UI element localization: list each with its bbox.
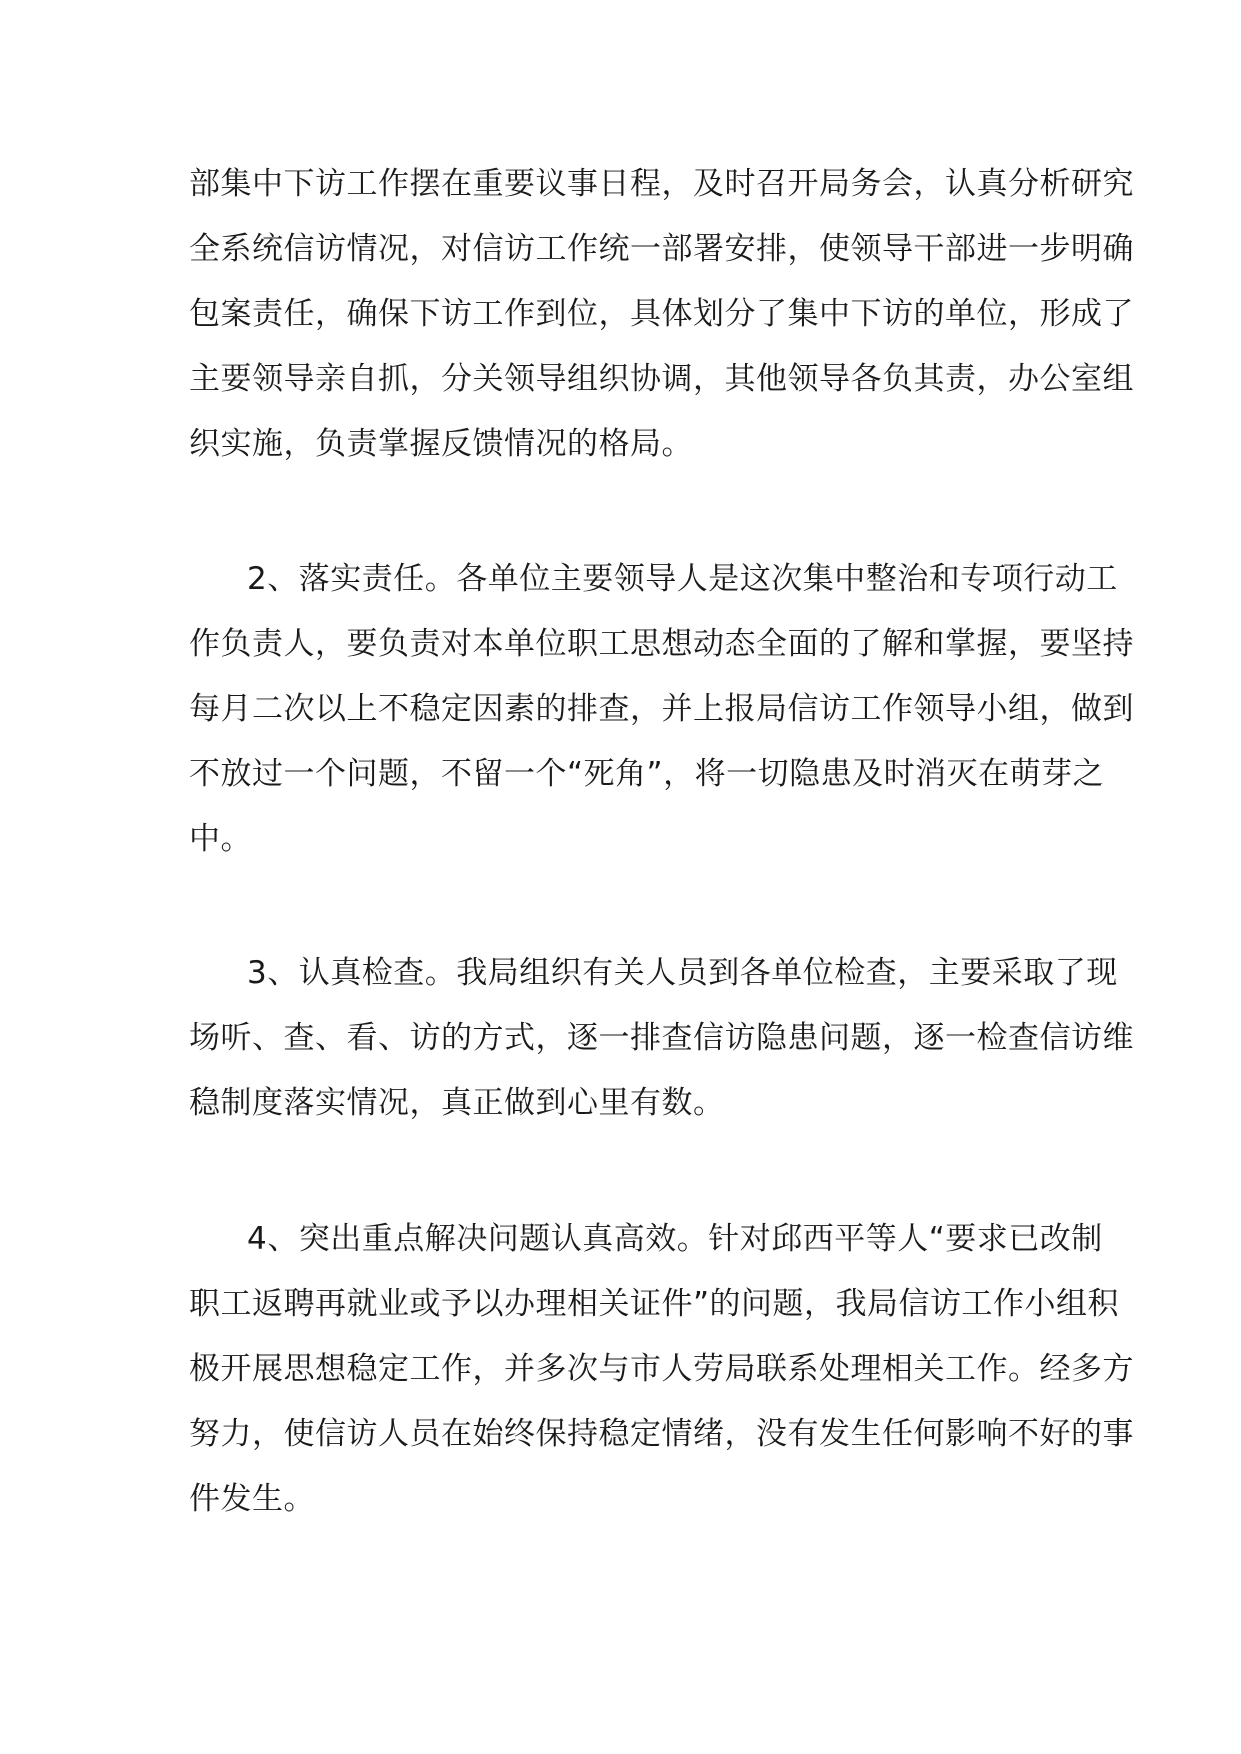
text-line: 部集中下访工作摆在重要议事日程，及时召开局务会，认真分析研究: [189, 166, 1134, 202]
text-line: 努力，使信访人员在始终保持稳定情绪，没有发生任何影响不好的事: [189, 1416, 1134, 1452]
paragraph-3: [189, 941, 1134, 1136]
text-line: 场听、查、看、访的方式，逐一排查信访隐患问题，逐一检查信访维: [189, 1020, 1134, 1056]
text-line: 包案责任，确保下访工作到位，具体划分了集中下访的单位，形成了: [189, 296, 1134, 332]
text-line: 主要领导亲自抓，分关领导组织协调，其他领导各负其责，办公室组: [189, 361, 1134, 397]
paragraph-2: [189, 547, 1134, 872]
text-line: 全系统信访情况，对信访工作统一部署安排，使领导干部进一步明确: [189, 231, 1134, 267]
text-line: 织实施，负责掌握反馈情况的格局。: [189, 426, 693, 462]
text-line: 每月二次以上不稳定因素的排查，并上报局信访工作领导小组，做到: [189, 691, 1134, 727]
text-line: 件发生。: [189, 1481, 315, 1517]
text-line: 2、落实责任。各单位主要领导人是这次集中整治和专项行动工: [247, 561, 1118, 597]
text-line: 4、突出重点解决问题认真高效。针对邱西平等人“要求已改制: [247, 1221, 1103, 1257]
paragraph-1: [189, 152, 1134, 477]
text-line: 不放过一个问题，不留一个“死角”，将一切隐患及时消灭在萌芽之: [189, 756, 1105, 792]
text-line: 作负责人，要负责对本单位职工思想动态全面的了解和掌握，要坚持: [189, 626, 1134, 662]
text-line: 中。: [189, 821, 252, 857]
text-line: 稳制度落实情况，真正做到心里有数。: [189, 1085, 725, 1121]
paragraph-4: [189, 1207, 1134, 1532]
text-line: 职工返聘再就业或予以办理相关证件”的问题，我局信访工作小组积: [189, 1286, 1120, 1322]
text-line: 3、认真检查。我局组织有关人员到各单位检查，主要采取了现: [247, 955, 1118, 991]
text-line: 极开展思想稳定工作，并多次与市人劳局联系处理相关工作。经多方: [189, 1351, 1134, 1387]
